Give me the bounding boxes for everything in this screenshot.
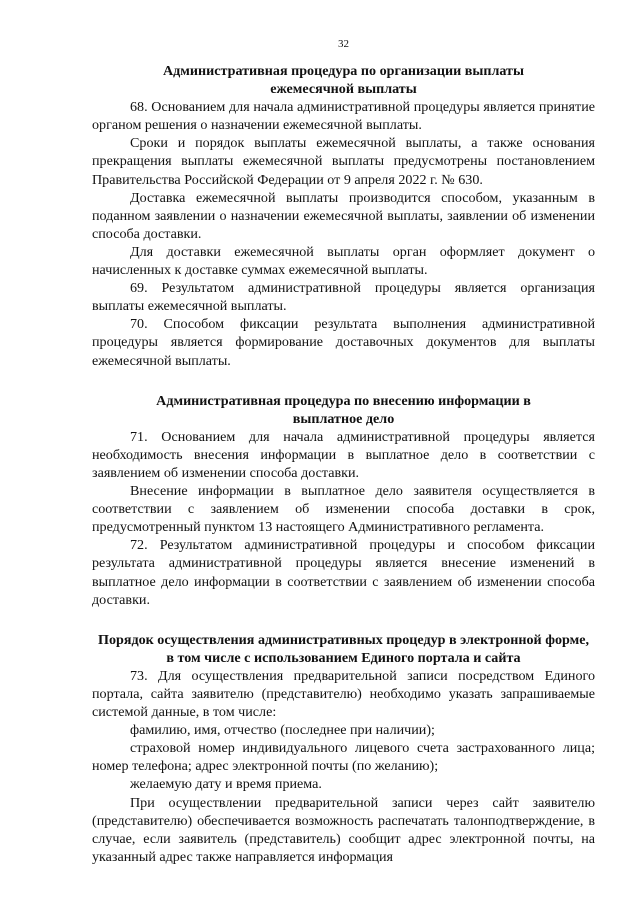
paragraph: страховой номер индивидуального лицевого счета застрахованного лица; номер телефона; адрес электронной почты (по желанию);	[92, 740, 595, 775]
section-heading: Порядок осуществления административных процедур в электронной форме, в том числе с использованием Единого портала и сайта	[98, 631, 589, 666]
section-electronic-procedures	[92, 631, 595, 866]
paragraph: Сроки и порядок выплаты ежемесячной выплаты, а также основания прекращения выплаты ежемесячной выплаты предусмотрены постановлением Правительства Российской Федерации от 9 апреля 2022 г. № 630.	[92, 135, 595, 188]
paragraph: Внесение информации в выплатное дело заявителя осуществляется в соответствии с заявлением об изменении способа доставки в срок, предусмотренный пунктом 13 настоящего Административного регламента.	[92, 483, 595, 536]
section-payment-organization	[92, 62, 595, 370]
paragraph: 72. Результатом административной процедуры и способом фиксации результата административной процедуры является внесение изменений в выплатное дело информации в соответствии с заявлением об изменении способа доставки.	[92, 537, 595, 608]
paragraph: 71. Основанием для начала административной процедуры является необходимость внесения информации в выплатное дело в соответствии с заявлением об изменении способа доставки.	[92, 428, 595, 481]
document-body	[92, 62, 595, 866]
section-heading: Административная процедура по внесению информации в выплатное дело	[156, 392, 531, 427]
paragraph: желаемую дату и время приема.	[130, 776, 322, 793]
paragraph: Для доставки ежемесячной выплаты орган оформляет документ о начисленных к доставке суммах ежемесячной выплаты.	[92, 243, 595, 279]
paragraph: 68. Основанием для начала административной процедуры является принятие органом решения о назначении ежемесячной выплаты.	[92, 99, 595, 134]
paragraph: фамилию, имя, отчество (последнее при наличии);	[130, 722, 435, 739]
paragraph: 73. Для осуществления предварительной записи посредством Единого портала, сайта заявителю (представителю) необходимо указать запрашиваемые системой данные, в том числе:	[92, 667, 595, 721]
page-number: 32	[338, 38, 349, 50]
paragraph: 69. Результатом административной процедуры является организация выплаты ежемесячной выплаты.	[92, 280, 595, 315]
section-payment-file	[92, 392, 595, 609]
paragraph: Доставка ежемесячной выплаты производится способом, указанным в поданном заявлении о назначении ежемесячной выплаты, заявлении об изменении способа доставки.	[92, 189, 595, 242]
section-spacer	[92, 609, 595, 631]
section-spacer	[92, 370, 595, 392]
paragraph: 70. Способом фиксации результата выполнения административной процедуры является формирование доставочных документов для выплаты ежемесячной выплаты.	[92, 316, 595, 369]
paragraph: При осуществлении предварительной записи через сайт заявителю (представителю) обеспечивается возможность распечатать талонподтверждение, в случае, если заявитель (представитель) сообщит адрес электронной почты, на указанный адрес также направляется информация	[92, 794, 595, 865]
section-heading: Административная процедура по организации выплаты ежемесячной выплаты	[162, 63, 524, 98]
